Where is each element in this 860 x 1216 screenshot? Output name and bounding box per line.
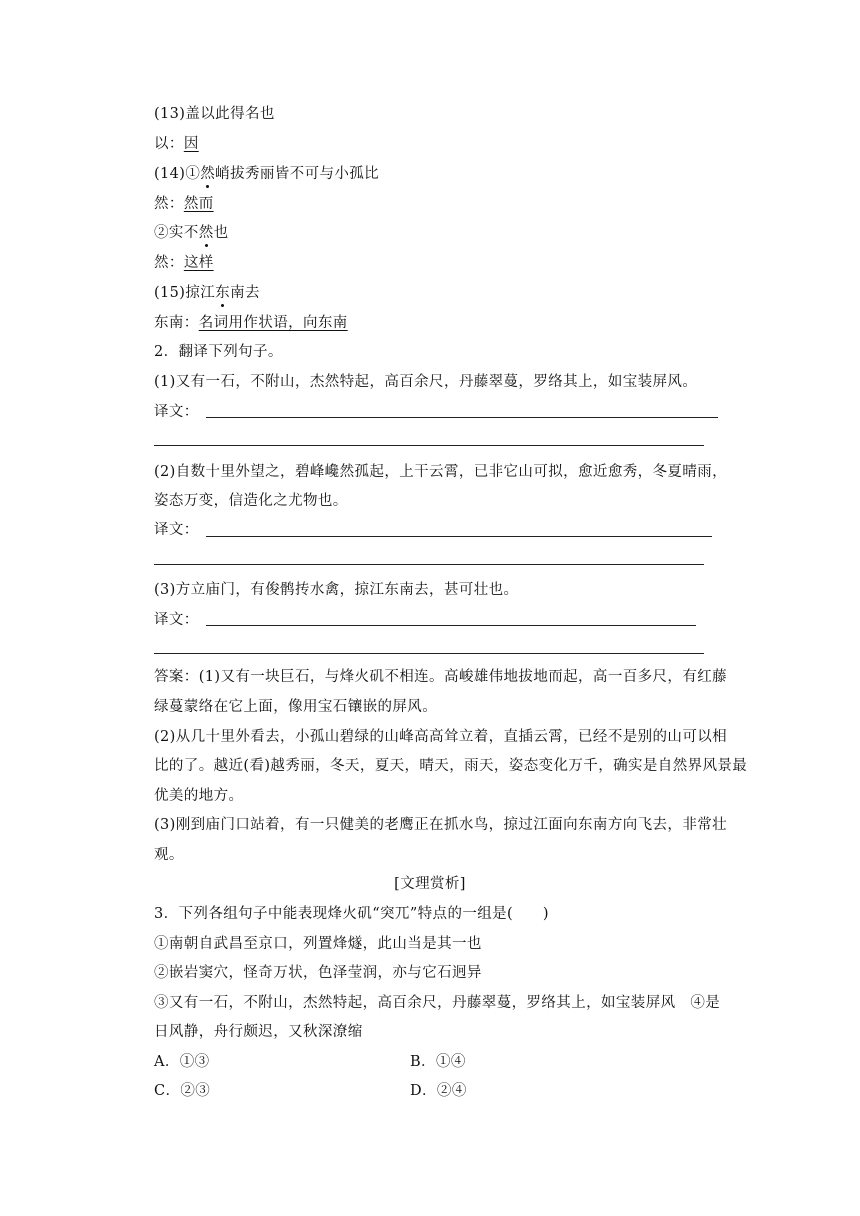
item-15-answer xyxy=(154,313,348,333)
item-14-answer2-text: 这样 xyxy=(183,255,214,271)
option-b: B．①④ xyxy=(410,1054,466,1070)
translate-sentence-2b: 姿态万变，信造化之尤物也。 xyxy=(154,493,348,509)
answer-1a: 答案：(1)又有一块巨石，与烽火矶不相连。高峻雄伟地拔地而起，高一百多尺，有红藤 xyxy=(154,669,728,685)
answer-1b: 绿蔓蒙络在它上面，像用宝石镶嵌的屏风。 xyxy=(154,699,438,715)
translate-label-3: 译文： xyxy=(154,612,199,628)
item-14-2-dotted-char: 然 xyxy=(198,225,214,241)
answer-line xyxy=(154,653,704,654)
item-14-1 xyxy=(154,164,379,184)
answer-2b: 比的了。越近(看)越秀丽，冬天，夏天，晴天，雨天，姿态变化万千，确实是自然界风景最 xyxy=(154,758,748,774)
item-13-answer-text: 因 xyxy=(183,136,199,152)
item-15-answer-text: 名词用作状语，向东南 xyxy=(198,315,348,331)
answer-line xyxy=(206,536,712,537)
translate-label-2: 译文： xyxy=(154,522,199,538)
item-2: ②嵌岩窦穴，怪奇万状，色泽莹润，亦与它石迥异 xyxy=(154,965,482,981)
item-13-key: 以： xyxy=(154,136,184,152)
translate-sentence-3: (3)方立庙门，有俊鹘抟水禽，掠江东南去，甚可壮也。 xyxy=(154,582,519,598)
answer-2c: 优美的地方。 xyxy=(154,788,244,804)
item-15 xyxy=(154,283,260,303)
section-title: [文理赏析] xyxy=(394,876,466,892)
answer-3b: 观。 xyxy=(154,847,184,863)
item-14-key2: 然： xyxy=(154,255,184,271)
answer-line xyxy=(154,564,704,565)
option-d: D．②④ xyxy=(410,1083,467,1099)
item-1: ①南朝自武昌至京口，列置烽燧，此山当是其一也 xyxy=(154,936,482,952)
answer-line xyxy=(206,625,696,626)
question-3: 3．下列各组句子中能表现烽火矶“突兀”特点的一组是( ) xyxy=(154,906,549,922)
translate-heading: 2．翻译下列句子。 xyxy=(154,344,283,360)
item-14-dotted-char: 然 xyxy=(200,166,216,182)
translate-sentence-2a: (2)自数十里外望之，碧峰巉然孤起，上干云霄，已非它山可拟，愈近愈秀，冬夏晴雨， xyxy=(154,464,728,480)
item-14-2-answer xyxy=(154,253,214,273)
item-14-answer1-text: 然而 xyxy=(183,196,214,212)
item-14-2-head: ②实不 xyxy=(154,225,199,241)
option-a: A．①③ xyxy=(154,1054,210,1070)
translate-label-1: 译文： xyxy=(154,404,199,420)
answer-line xyxy=(154,445,704,446)
item-15-tail: 南去 xyxy=(230,285,260,301)
answer-3a: (3)刚到庙门口站着，有一只健美的老鹰正在抓水鸟，掠过江面向东南方向飞去，非常壮 xyxy=(154,817,728,833)
item-14-1-answer xyxy=(154,194,214,214)
item-15-head: (15)掠江 xyxy=(154,285,216,301)
item-14-2 xyxy=(154,223,229,243)
item-14-head: (14)① xyxy=(154,166,201,182)
item-14-tail: 峭拔秀丽皆不可与小孤比 xyxy=(215,166,380,182)
translate-sentence-1: (1)又有一石，不附山，杰然特起，高百余尺，丹藤翠蔓，罗络其上，如宝装屏风。 xyxy=(154,374,698,390)
item-14-2-tail: 也 xyxy=(213,225,229,241)
item-13-text: (13)盖以此得名也 xyxy=(154,106,275,122)
item-15-dotted-char: 东 xyxy=(215,285,231,301)
item-13-answer xyxy=(154,134,199,154)
item-14-key1: 然： xyxy=(154,196,184,212)
answer-2a: (2)从几十里外看去，小孤山碧绿的山峰高高耸立着，直插云霄，已经不是别的山可以相 xyxy=(154,729,728,745)
answer-line xyxy=(206,417,718,418)
item-3b: 日风静，舟行颇迟，又秋深潦缩 xyxy=(154,1024,363,1040)
option-c: C．②③ xyxy=(154,1083,211,1099)
item-13 xyxy=(154,104,275,124)
item-3a: ③又有一石，不附山，杰然特起，高百余尺，丹藤翠蔓，罗络其上，如宝装屏风 ④是 xyxy=(154,995,721,1011)
item-15-key: 东南： xyxy=(154,315,199,331)
